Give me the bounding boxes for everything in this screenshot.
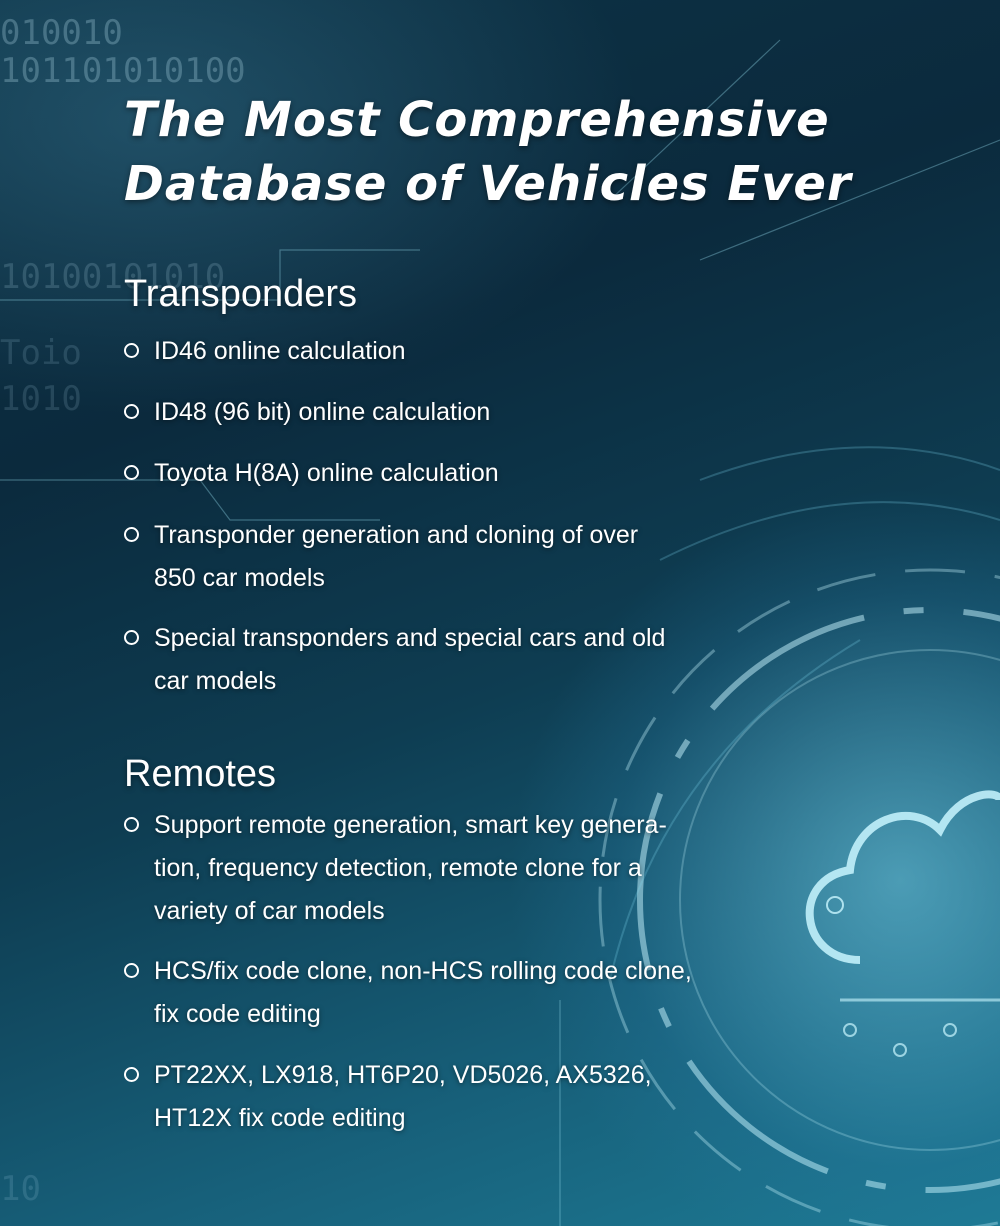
code-line: Toio: [0, 333, 82, 373]
list-item-text: [154, 617, 665, 703]
code-line: 10: [0, 1169, 41, 1209]
list-item-line: Support remote generation, smart key genera-: [154, 811, 667, 839]
list-item: [124, 617, 824, 703]
list-item: [124, 330, 824, 373]
code-line: 1010: [0, 379, 82, 419]
list-item-text: [154, 330, 406, 373]
list-item-line: fix code editing: [154, 1000, 321, 1028]
bullet-circle-icon: [124, 963, 139, 978]
list-item-text: [154, 1054, 652, 1140]
bullet-circle-icon: [124, 465, 139, 480]
list-item-line: ID46 online calculation: [154, 337, 406, 365]
remotes-heading: Remotes: [124, 753, 277, 795]
code-line: 010010: [0, 13, 123, 53]
list-item-line: HT12X fix code editing: [154, 1104, 406, 1132]
list-item-line: 850 car models: [154, 564, 325, 592]
bullet-circle-icon: [124, 630, 139, 645]
bullet-circle-icon: [124, 404, 139, 419]
code-line: 10100101010: [0, 257, 226, 297]
list-item-line: car models: [154, 667, 277, 695]
title-line-1: The Most Comprehensive: [124, 92, 830, 148]
list-item-line: HCS/fix code clone, non-HCS rolling code clone,: [154, 957, 692, 985]
bullet-circle-icon: [124, 1067, 139, 1082]
list-item-line: Toyota H(8A) online calculation: [154, 459, 499, 487]
list-item: [124, 804, 824, 933]
bullet-circle-icon: [124, 817, 139, 832]
code-line: 101101010100: [0, 51, 246, 91]
transponders-heading: Transponders: [124, 273, 358, 315]
list-item-text: [154, 391, 490, 434]
list-item-line: tion, frequency detection, remote clone for a: [154, 854, 642, 882]
list-item-line: Special transponders and special cars and old: [154, 624, 666, 652]
list-item-line: ID48 (96 bit) online calculation: [154, 398, 491, 426]
bullet-circle-icon: [124, 343, 139, 358]
list-item-text: [154, 514, 638, 600]
list-item: [124, 391, 824, 434]
list-item: [124, 1054, 824, 1140]
title-line-2: Database of Vehicles Ever: [124, 156, 852, 212]
list-item-line: PT22XX, LX918, HT6P20, VD5026, AX5326,: [154, 1061, 652, 1089]
list-item-line: variety of car models: [154, 897, 385, 925]
list-item: [124, 452, 824, 495]
list-item-text: [154, 804, 667, 933]
list-item-line: Transponder generation and cloning of over: [154, 521, 639, 549]
list-item: [124, 514, 824, 600]
list-item-text: [154, 950, 692, 1036]
list-item-text: [154, 452, 499, 495]
list-item: [124, 950, 824, 1036]
bullet-circle-icon: [124, 527, 139, 542]
page-title: [124, 88, 964, 216]
